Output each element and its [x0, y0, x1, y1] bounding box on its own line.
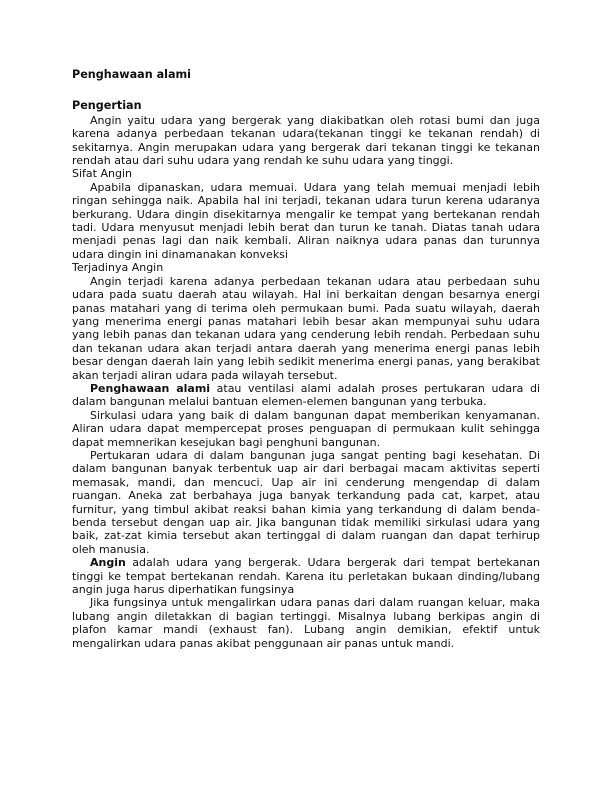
lead-term-angin: Angin — [90, 556, 126, 570]
paragraph-penghawaan-alami-text: atau ventilasi alami adalah proses pertukaran udara di dalam bangunan melalui bantuan elemen-elemen bangunan yang terbuka. — [72, 381, 541, 409]
paragraph-angin-bergerak — [72, 556, 540, 596]
lead-term-penghawaan-alami: Penghawaan alami — [90, 381, 211, 395]
paragraph-penghawaan-alami — [72, 382, 540, 409]
paragraph-terjadinya-angin: Angin terjadi karena adanya perbedaan tekanan udara atau perbedaan suhu udara pada suatu daerah atau wilayah. Hal ini berkaitan dengan besarnya energi panas matahari yang di terima oleh permukaan bumi. Pada suatu wilayah, daerah yang menerima energi panas matahari lebih besar akan mempunyai suhu udara yang lebih panas dan tekanan udara yang cenderung lebih rendah. Perbedaan suhu dan tekanan udara akan terjadi antara daerah yang menerima energi panas lebih besar dengan daerah lain yang lebih sedikit menerima energi panas, yang berakibat akan terjadi aliran udara pada wilayah tersebut. — [72, 274, 540, 382]
paragraph-sirkulasi-udara: Sirkulasi udara yang baik di dalam bangunan dapat memberikan kenyamanan. Aliran udara dapat mempercepat proses penguapan di permukaan kulit sehingga dapat memnerikan kesejukan bagi penghuni bangunan. — [72, 408, 540, 449]
paragraph-pertukaran-udara: Pertukaran udara di dalam bangunan juga sangat penting bagi kesehatan. Di dalam bangunan banyak terbentuk uap air dari berbagai macam aktivitas seperti memasak, mandi, dan mencuci. Uap air ini cenderung mengendap di dalam ruangan. Aneka zat berbahaya juga banyak terkandung pada cat, karpet, atau furnitur, yang timbul akibat reaksi bahan kimia yang terkandung di dalam benda-benda tersebut dengan uap air. Jika bangunan tidak memiliki sirkulasi udara yang baik, zat-zat kimia tersebut akan tertinggal di dalam ruangan dan dapat terhirup oleh manusia. — [72, 448, 540, 556]
paragraph-lubang-angin: Jika fungsinya untuk mengalirkan udara panas dari dalam ruangan keluar, maka lubang angin diletakkan di bagian tertinggi. Misalnya lubang berkipas angin di plafon kamar mandi (exhaust fan). Lubang angin demikian, efektif untuk mengalirkan udara panas akibat penggunaan air panas untuk mandi. — [72, 596, 540, 650]
section-heading-pengertian: Pengertian — [72, 99, 142, 113]
document-title: Penghawaan alami — [72, 68, 191, 81]
subheading-terjadinya-angin: Terjadinya Angin — [72, 261, 164, 275]
document-page — [72, 68, 540, 650]
subheading-sifat-angin: Sifat Angin — [72, 167, 132, 181]
paragraph-sifat-angin: Apabila dipanaskan, udara memuai. Udara yang telah memuai menjadi lebih ringan sehingga naik. Apabila hal ini terjadi, tekanan udara turun kerena udaranya berkurang. Udara dingin disekitarnya mengalir ke tempat yang bertekanan rendah tadi. Udara menyusut menjadi lebih berat dan turun ke tanah. Diatas tanah udara menjadi penas lagi dan naik kembali. Aliran naiknya udara panas dan turunnya udara dingin ini dinamanakan konveksi — [72, 180, 540, 261]
paragraph-angin-bergerak-text: adalah udara yang bergerak. Udara bergerak dari tempat bertekanan tinggi ke tempat bertekanan rendah. Karena itu perletakan bukaan dinding/lubang angin juga harus diperhatikan fungsinya — [72, 556, 540, 597]
paragraph-angin-definition: Angin yaitu udara yang bergerak yang diakibatkan oleh rotasi bumi dan juga karena adanya perbedaan tekanan udara(tekanan tinggi ke tekanan rendah) di sekitarnya. Angin merupakan udara yang bergerak dari tekanan tinggi ke tekanan rendah atau dari suhu udara yang rendah ke suhu udara yang tinggi. — [72, 113, 540, 168]
